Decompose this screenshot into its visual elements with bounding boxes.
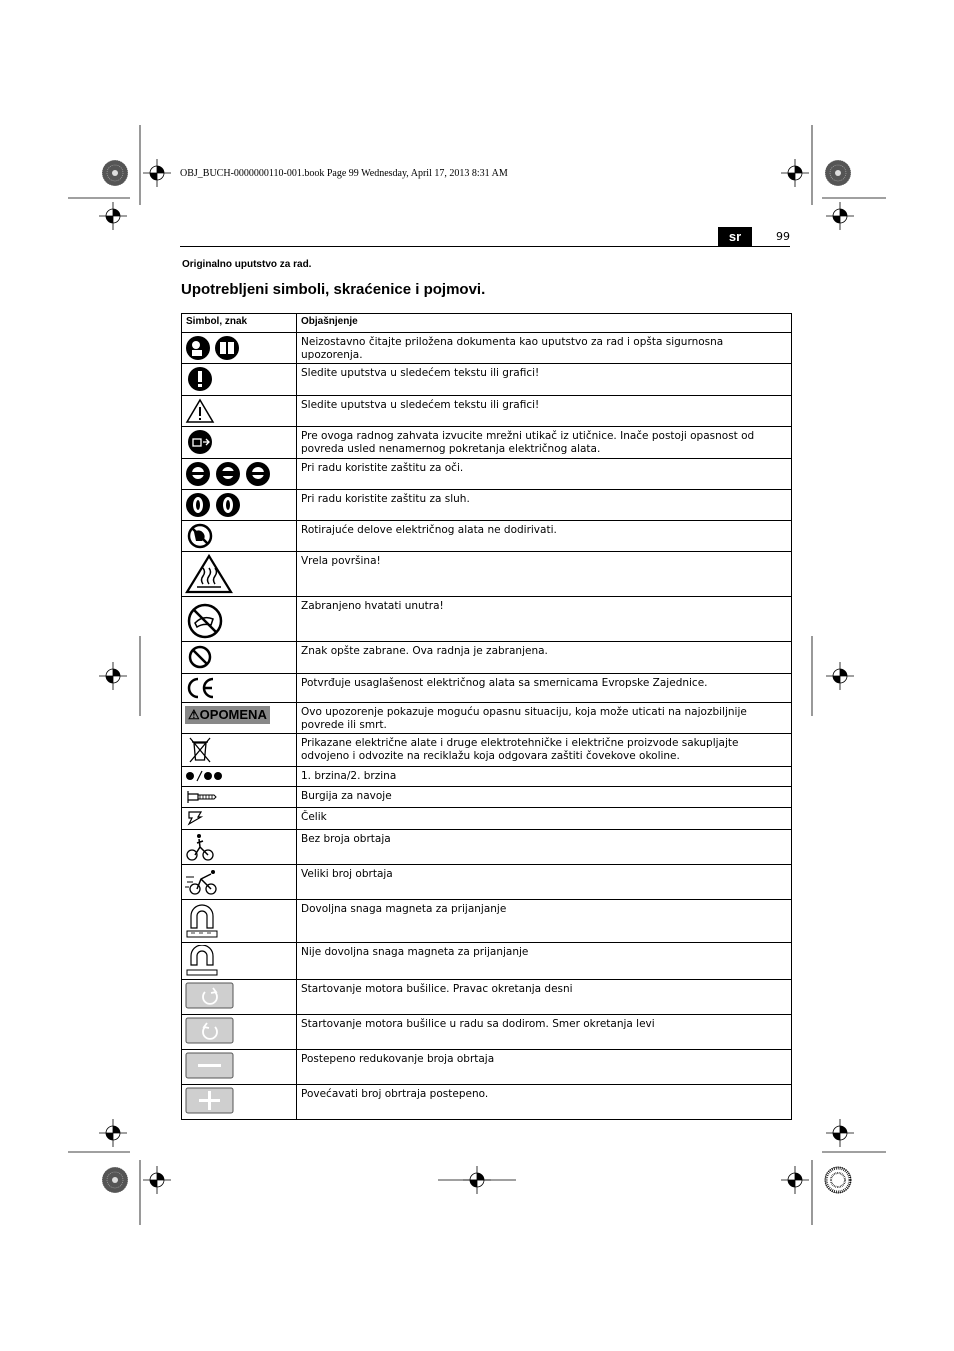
table-row [182,1050,792,1085]
row-text: Postepeno redukovanje broja obrtaja [297,1050,792,1085]
ear-protection-icon [185,492,245,518]
table-row [182,808,792,830]
fast-bike-icon [185,867,221,897]
row-text: Bez broja obrtaja [297,830,792,865]
mandatory-exclamation-icon [185,366,215,392]
row-text: Sledite uputstva u sledećem tekstu ili grafici! [297,396,792,427]
row-text: Startovanje motora bušilice. Pravac okretanja desni [297,980,792,1015]
row-text: Potvrđuje usaglašenost električnog alata sa smernicama Evropske Zajednice. [297,674,792,703]
row-text: Dovoljna snaga magneta za prijanjanje [297,900,792,943]
table-row [182,396,792,427]
row-text: Neizostavno čitajte priložena dokumenta kao uputstvo za rad i opšta sigurnosna upozorenja. [297,333,792,364]
table-row [182,830,792,865]
row-text: Pri radu koristite zaštitu za sluh. [297,490,792,521]
book-info-line: OBJ_BUCH-0000000110-001.book Page 99 Wednesday, April 17, 2013 8:31 AM [180,168,508,179]
hot-surface-icon [185,554,233,594]
table-header-row [182,314,792,333]
table-row [182,734,792,767]
table-row [182,865,792,900]
general-prohibition-icon [185,644,215,670]
warning-badge-label: OPOMENA [199,707,267,722]
header-rule [180,246,790,247]
table-row [182,521,792,552]
table-row [182,597,792,642]
table-row [182,980,792,1015]
table-row [182,490,792,521]
table-row [182,787,792,808]
row-text: Povećavati broj obrtraja postepeno. [297,1085,792,1120]
minus-button-icon [185,1052,235,1080]
row-text: Pre ovoga radnog zahvata izvucite mrežni utikač iz utičnice. Inače postoji opasnost od povreda usled nenamernog pokretanja električnog alata. [297,427,792,459]
table-row [182,900,792,943]
row-text: Ovo upozorenje pokazuje moguću opasnu situaciju, koja može uticati na najozbiljnije povrede ili smrt. [297,703,792,734]
no-touch-rotating-icon [185,523,215,549]
rotate-right-button-icon [185,982,235,1010]
row-text: Sledite uputstva u sledećem tekstu ili grafici! [297,364,792,396]
row-text: Čelik [297,808,792,830]
unplug-icon [185,429,215,455]
document-subtitle: Originalno uputstvo za rad. [182,259,312,270]
row-text: Pri radu koristite zaštitu za oči. [297,459,792,490]
row-text: Vrela površina! [297,552,792,597]
col-header-explanation: Objašnjenje [297,314,792,333]
row-text: Startovanje motora bušilice u radu sa dodirom. Smer okretanja levi [297,1015,792,1050]
rotate-left-button-icon [185,1017,235,1045]
table-row [182,459,792,490]
table-row [182,333,792,364]
table-row [182,1085,792,1120]
slow-bike-icon [185,832,215,862]
row-text: Rotirajuće delove električnog alata ne dodirivati. [297,521,792,552]
row-text: Nije dovoljna snaga magneta za prijanjanje [297,943,792,980]
symbols-table [181,313,792,1120]
ce-mark-icon [185,676,217,700]
table-row [182,364,792,396]
crossed-bin-icon [185,736,215,764]
section-title: Upotrebljeni simboli, skraćenice i pojmovi. [181,281,486,298]
table-row [182,674,792,703]
row-text: Prikazane električne alate i druge elektrotehničke i električne proizvode sakupljajte odvojeno i odvozite na reciklažu koja odgovara zaštiti čovekove okoline. [297,734,792,767]
table-row [182,427,792,459]
magnet-ok-icon [185,902,221,940]
warning-triangle-icon [185,398,215,424]
steel-icon [185,810,205,826]
magnet-weak-icon [185,945,221,977]
no-reach-in-icon [185,599,225,639]
language-tag: sr [718,227,752,247]
table-row [182,767,792,787]
row-text: Burgija za navoje [297,787,792,808]
table-row [182,552,792,597]
table-row [182,703,792,734]
tap-drill-icon [185,789,219,805]
row-text: Znak opšte zabrane. Ova radnja je zabranjena. [297,642,792,674]
row-text: 1. brzina/2. brzina [297,767,792,787]
row-text: Zabranjeno hvatati unutra! [297,597,792,642]
warning-badge [185,706,270,724]
read-manual-icon [185,335,245,361]
eye-protection-icon [185,461,275,487]
table-row [182,1015,792,1050]
plus-button-icon [185,1087,235,1115]
table-row [182,943,792,980]
warning-triangle-icon: ⚠ [188,707,200,722]
speed-dots-icon [185,769,229,783]
table-row [182,642,792,674]
row-text: Veliki broj obrtaja [297,865,792,900]
col-header-symbol: Simbol, znak [182,314,297,333]
page-number: 99 [776,230,790,243]
